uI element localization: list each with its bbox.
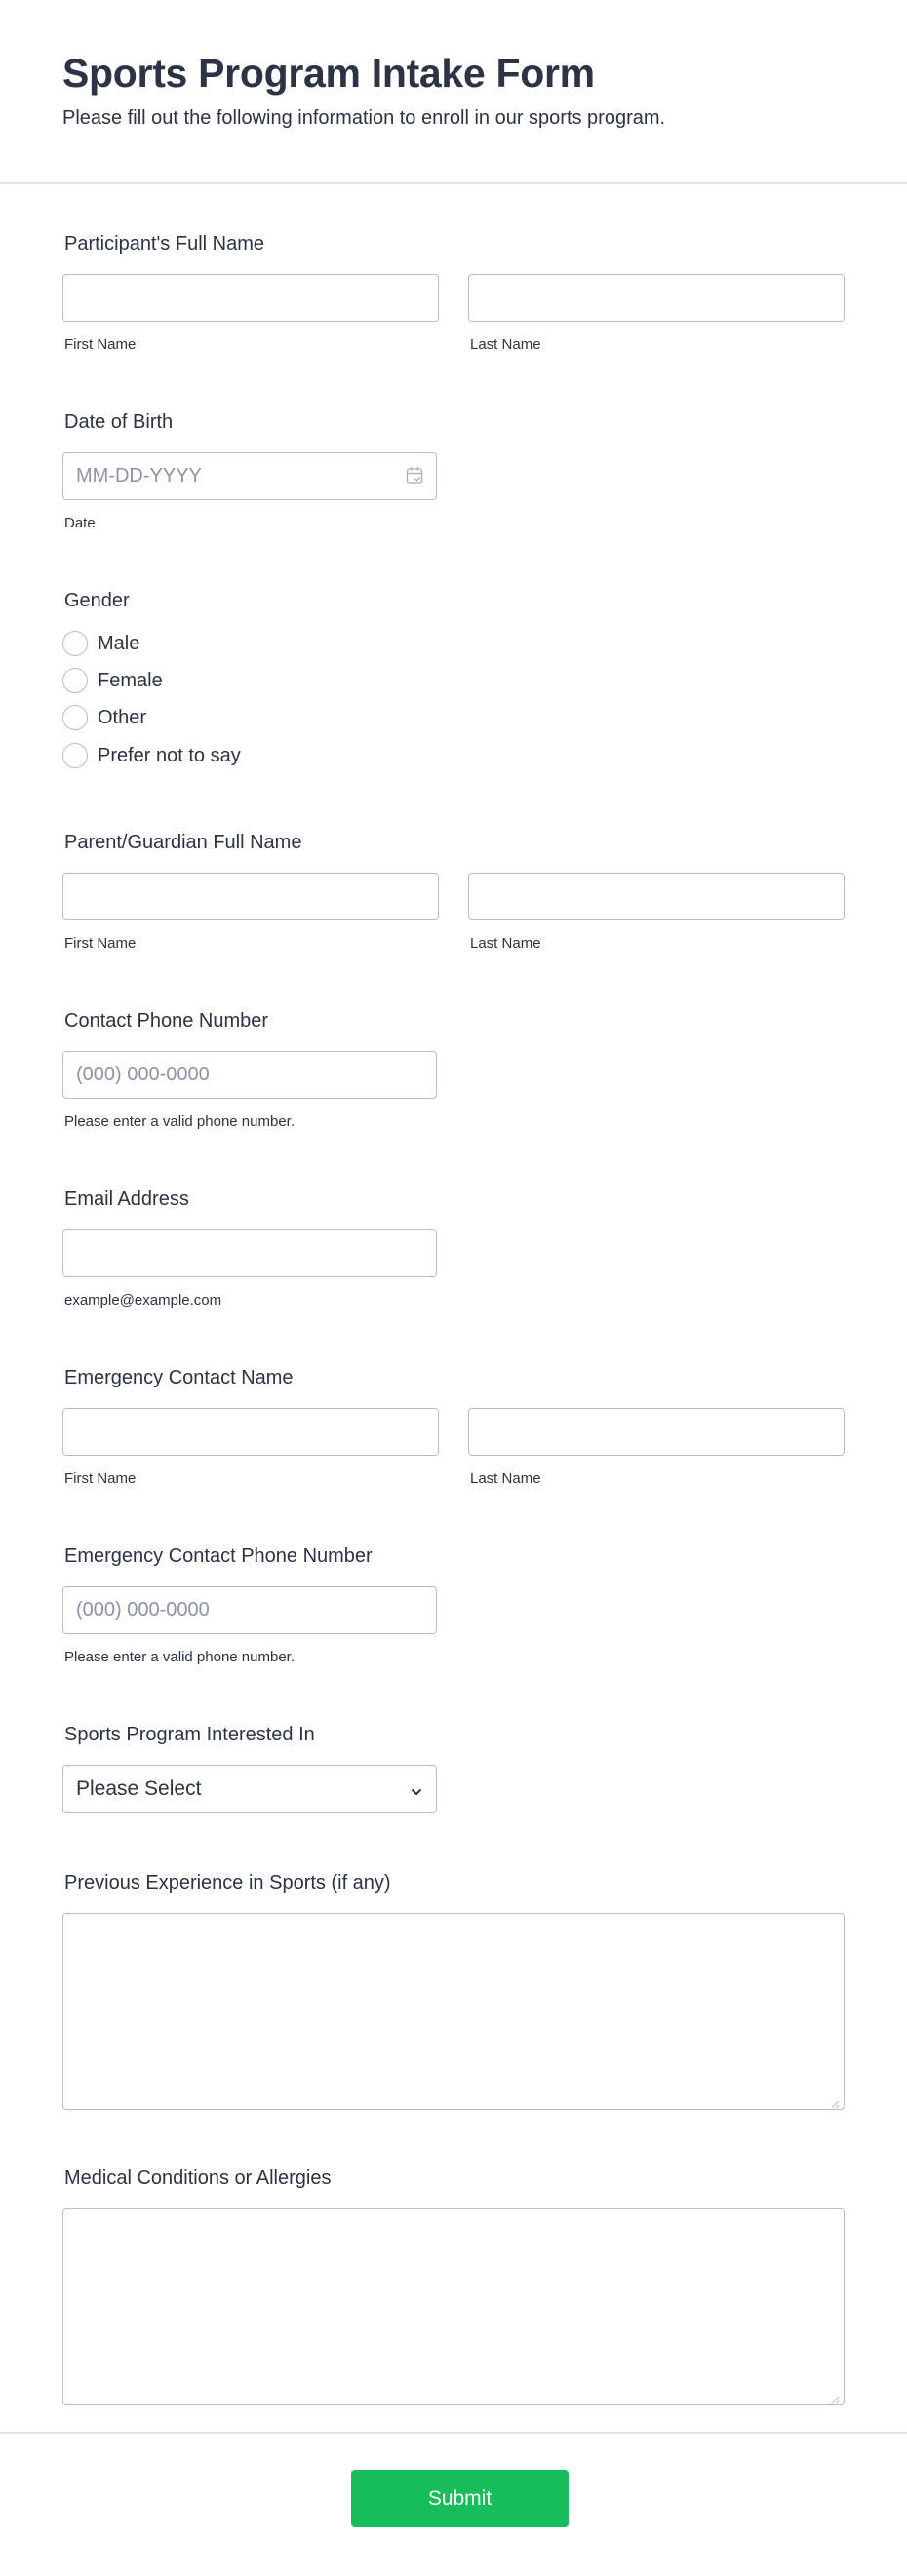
participant-first-name-input[interactable] [62, 274, 439, 322]
emergency-last-name-input[interactable] [468, 1408, 845, 1456]
contact-phone-label: Contact Phone Number [64, 1010, 269, 1032]
guardian-first-name-input[interactable] [62, 873, 439, 920]
dob-label: Date of Birth [64, 411, 174, 433]
resize-handle-icon[interactable] [831, 2392, 840, 2400]
participant-first-name-sublabel: First Name [64, 336, 137, 353]
calendar-icon[interactable] [406, 466, 423, 485]
gender-label: Gender [64, 590, 130, 611]
previous-experience-label: Previous Experience in Sports (if any) [64, 1872, 391, 1893]
emergency-name-label: Emergency Contact Name [64, 1367, 294, 1388]
dob-field [62, 452, 437, 500]
header-divider [0, 182, 907, 184]
email-input[interactable] [62, 1229, 437, 1277]
dob-input[interactable] [62, 452, 437, 500]
chevron-down-icon [410, 1784, 423, 1794]
radio-label: Female [98, 669, 163, 691]
gender-option-female[interactable] [62, 667, 163, 694]
medical-textarea[interactable] [62, 2208, 845, 2405]
emergency-phone-helper: Please enter a valid phone number. [64, 1649, 295, 1665]
guardian-last-name-sublabel: Last Name [470, 935, 541, 952]
gender-option-other[interactable] [62, 704, 146, 731]
participant-last-name-sublabel: Last Name [470, 336, 541, 353]
emergency-first-name-sublabel: First Name [64, 1470, 137, 1487]
footer-divider [0, 2432, 907, 2434]
sports-program-label: Sports Program Interested In [64, 1724, 315, 1745]
radio-button[interactable] [62, 743, 88, 768]
email-label: Email Address [64, 1189, 189, 1210]
form-title: Sports Program Intake Form [62, 51, 595, 96]
medical-label: Medical Conditions or Allergies [64, 2167, 332, 2189]
gender-option-prefer-not-to-say[interactable] [62, 742, 241, 769]
emergency-phone-label: Emergency Contact Phone Number [64, 1545, 373, 1567]
emergency-last-name-sublabel: Last Name [470, 1470, 541, 1487]
email-helper: example@example.com [64, 1292, 222, 1308]
guardian-name-label: Parent/Guardian Full Name [64, 832, 302, 853]
radio-button[interactable] [62, 668, 88, 693]
emergency-first-name-input[interactable] [62, 1408, 439, 1456]
sports-program-selected-value: Please Select [76, 1776, 202, 1800]
submit-button[interactable]: Submit [351, 2470, 569, 2527]
radio-button[interactable] [62, 631, 88, 656]
emergency-phone-input[interactable] [62, 1586, 437, 1634]
radio-label: Male [98, 632, 140, 654]
contact-phone-helper: Please enter a valid phone number. [64, 1113, 295, 1130]
sports-program-select[interactable] [62, 1765, 437, 1813]
guardian-last-name-input[interactable] [468, 873, 845, 920]
participant-name-label: Participant's Full Name [64, 233, 264, 254]
previous-experience-textarea[interactable] [62, 1913, 845, 2110]
participant-last-name-input[interactable] [468, 274, 845, 322]
gender-option-male[interactable] [62, 630, 139, 657]
resize-handle-icon[interactable] [831, 2096, 840, 2105]
radio-label: Other [98, 706, 147, 728]
radio-label: Prefer not to say [98, 744, 241, 766]
guardian-first-name-sublabel: First Name [64, 935, 137, 952]
form-subtitle: Please fill out the following information to enroll in our sports program. [62, 107, 666, 129]
radio-button[interactable] [62, 705, 88, 730]
dob-sublabel: Date [64, 515, 96, 531]
contact-phone-input[interactable] [62, 1051, 437, 1099]
